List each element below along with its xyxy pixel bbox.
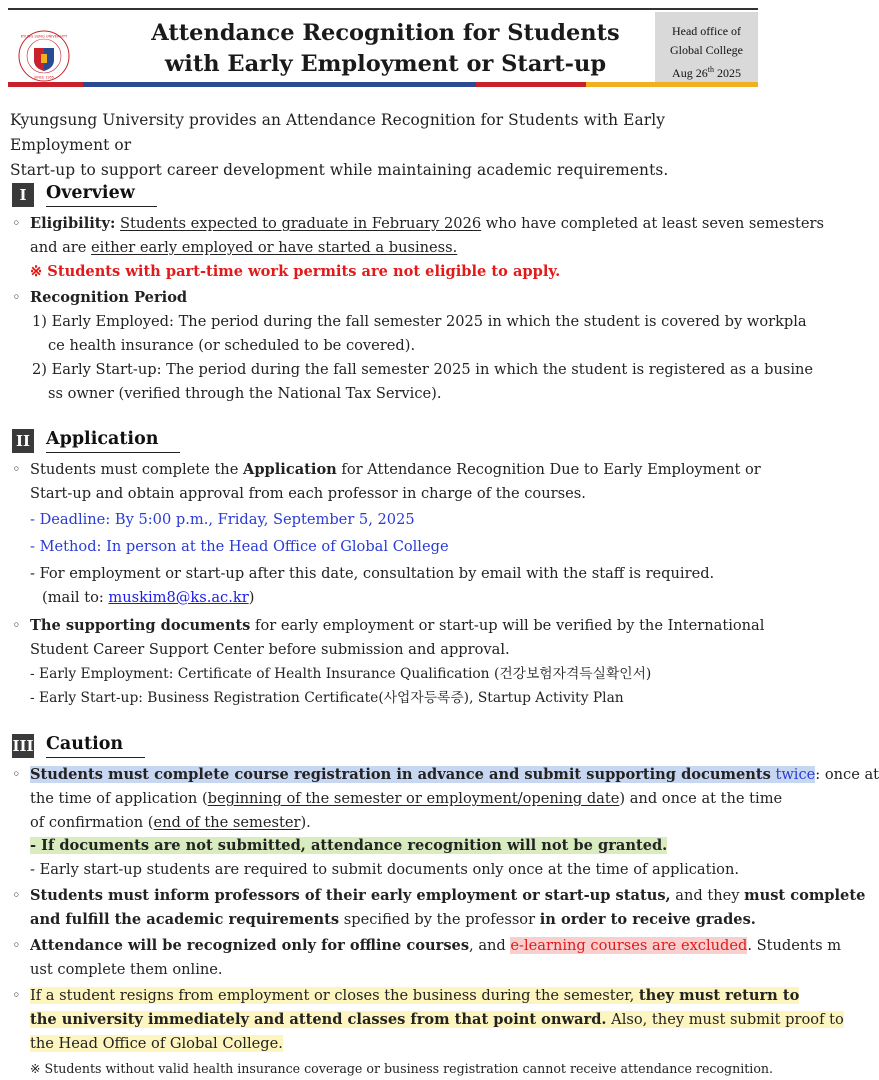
caution-1-text: : once at (815, 766, 879, 783)
must-complete: must complete (744, 887, 866, 904)
intro-paragraph (10, 108, 755, 183)
header-bar-gold (586, 82, 758, 87)
offline-courses-only: Attendance will be recognized only for offline courses (30, 937, 470, 954)
caution-2-text-2: specified by the professor (339, 911, 540, 928)
mail-line (12, 586, 757, 610)
document-employment: - Early Employment: Certificate of Health Insurance Qualification (건강보험자격득실확인서) (30, 666, 652, 682)
document-startup: - Early Start-up: Business Registration Certificate(사업자등록증), Startup Activity Plan (30, 690, 624, 706)
section-title: Application (46, 429, 180, 453)
documents-not-submitted-warning: - If documents are not submitted, attendance recognition will not be granted. (30, 837, 668, 854)
caution-3-text: , and (469, 937, 511, 954)
caution-2-text: and they (670, 887, 745, 904)
head-office-text: the Head Office of Global College. (30, 1035, 283, 1052)
section-application-heading (12, 426, 180, 456)
bullet: ◦ (12, 617, 21, 634)
intro-line-2: Start-up to support career development while maintaining academic requirements. (10, 161, 669, 179)
section-overview-heading (12, 180, 157, 210)
caution-1-line-3 (12, 811, 757, 835)
office-line-2: Global College (670, 43, 743, 57)
method-line: - Method: In person at the Head Office of Global College (30, 538, 449, 555)
title-line-2: with Early Employment or Start-up (164, 51, 607, 77)
attend-immediately: the university immediately and attend classes from that point onward. (30, 1011, 607, 1028)
title-line-1: Attendance Recognition for Students (151, 20, 620, 46)
caution-1-line-2 (12, 787, 783, 811)
bullet: ◦ (12, 215, 21, 232)
bullet: ◦ (12, 461, 21, 478)
caution-1-line-1 (12, 763, 879, 787)
documents-keyword: The supporting documents (30, 617, 251, 634)
elearning-excluded: e-learning courses are excluded (510, 937, 748, 954)
office-date-year: 2025 (713, 66, 741, 80)
eligibility-line-2 (12, 236, 757, 260)
late-consultation-line: - For employment or start-up after this date, consultation by email with the staff is required. (30, 565, 715, 582)
office-date-main: Aug 26 (672, 66, 708, 80)
eligibility-text-2: and are (30, 239, 92, 256)
intro-line-1: Kyungsung University provides an Attendance Recognition for Students with Early Employment or (10, 111, 666, 154)
overview-content (12, 212, 824, 406)
application-line-1 (12, 458, 761, 482)
section-caution-heading (12, 731, 145, 761)
period-item-2-line-2: ss owner (verified through the National Tax Service). (48, 385, 442, 402)
page-title (128, 18, 643, 80)
eligibility-label: Eligibility: (30, 215, 116, 232)
documents-line-2: Student Career Support Center before submission and approval. (30, 641, 510, 658)
section-numeral: I (12, 183, 34, 207)
application-line-2: Start-up and obtain approval from each professor in charge of the courses. (30, 485, 586, 502)
period-item-2-line-1: 2) Early Start-up: The period during the fall semester 2025 in which the student is registered as a busine (32, 361, 814, 378)
bullet: ◦ (12, 766, 21, 783)
documents-line-1 (12, 614, 765, 638)
office-line-1: Head office of (671, 24, 742, 38)
eligibility-employment: either early employed or have started a business. (91, 239, 458, 256)
application-keyword: Application (243, 461, 337, 478)
application-text: Students must complete the (30, 461, 243, 478)
caution-3-line-1 (12, 934, 842, 958)
caution-1-text-4: of confirmation ( (30, 814, 154, 831)
header-bar-blue (83, 82, 476, 87)
application-text-2: for Attendance Recognition Due to Early Employment or (336, 461, 761, 478)
caution-2-line-1 (12, 884, 866, 908)
section-title: Caution (46, 734, 145, 758)
caution-4-line-3 (12, 1032, 757, 1056)
bullet: ◦ (12, 887, 21, 904)
recognition-period-label-line (12, 286, 757, 310)
registration-requirement: Students must complete course registration in advance and submit supporting documents (30, 766, 771, 783)
logo-text-bottom: SINCE 1955 (34, 75, 54, 80)
recognition-period-label: Recognition Period (30, 289, 188, 306)
caution-3-text-2: . Students m (747, 937, 842, 954)
caution-1-text-5: ). (300, 814, 311, 831)
documents-text: for early employment or start-up will be verified by the International (250, 617, 765, 634)
mail-suffix: ) (248, 589, 255, 606)
period-item-1-line-1: 1) Early Employed: The period during the fall semester 2025 in which the student is covered by workpla (32, 313, 807, 330)
caution-4-line-2 (12, 1008, 844, 1032)
eligibility-graduation: Students expected to graduate in February 2026 (120, 215, 482, 232)
document-header (8, 8, 758, 86)
eligibility-text: who have completed at least seven semesters (481, 215, 824, 232)
eligibility-warning: ※ Students with part-time work permits are not eligible to apply. (30, 263, 561, 280)
must-return: they must return to (638, 987, 800, 1004)
section-title: Overview (46, 183, 157, 207)
bullet: ◦ (12, 289, 21, 306)
bullet: ◦ (12, 987, 21, 1004)
logo-text-top: KYUNG SUNG UNIVERSITY (20, 34, 68, 39)
period-item-1-line-2: ce health insurance (or scheduled to be covered). (48, 337, 416, 354)
office-date-suffix: th (707, 65, 714, 74)
header-top-rule (8, 8, 758, 10)
caution-1-text-2: the time of application ( (30, 790, 208, 807)
section-numeral: III (12, 734, 34, 758)
office-info-box (655, 12, 758, 82)
mail-prefix: (mail to: (42, 589, 109, 606)
receive-grades: in order to receive grades. (539, 911, 756, 928)
caution-1-green-line (12, 834, 757, 858)
caution-4-line-1 (12, 984, 800, 1008)
caution-1-dash-2: - Early start-up students are required to submit documents only once at the time of application. (30, 861, 739, 878)
resignation-text: If a student resigns from employment or closes the business during the semester, (30, 987, 639, 1004)
bullet: ◦ (12, 937, 21, 954)
final-notice: ※ Students without valid health insurance coverage or business registration cannot receive attendance recognition. (30, 1061, 774, 1076)
caution-3-line-2: ust complete them online. (30, 961, 223, 978)
deadline-line: - Deadline: By 5:00 p.m., Friday, September 5, 2025 (30, 511, 415, 528)
confirmation-timing: end of the semester (153, 814, 301, 831)
caution-content (12, 763, 879, 1079)
staff-email-link[interactable]: muskim8@ks.ac.kr (108, 589, 249, 606)
twice-emphasis: twice (770, 766, 816, 783)
submit-proof-text: Also, they must submit proof to (606, 1011, 844, 1028)
academic-requirements: and fulfill the academic requirements (30, 911, 340, 928)
caution-2-line-2 (12, 908, 757, 932)
header-bar-red-2 (476, 82, 586, 87)
section-numeral: II (12, 429, 34, 453)
office-date (655, 60, 758, 83)
eligibility-line-1 (12, 212, 824, 236)
application-timing: beginning of the semester or employment/opening date (207, 790, 620, 807)
inform-professors: Students must inform professors of their early employment or start-up status, (30, 887, 671, 904)
application-content (12, 458, 765, 710)
university-logo (18, 30, 70, 82)
caution-1-text-3: ) and once at the time (619, 790, 783, 807)
